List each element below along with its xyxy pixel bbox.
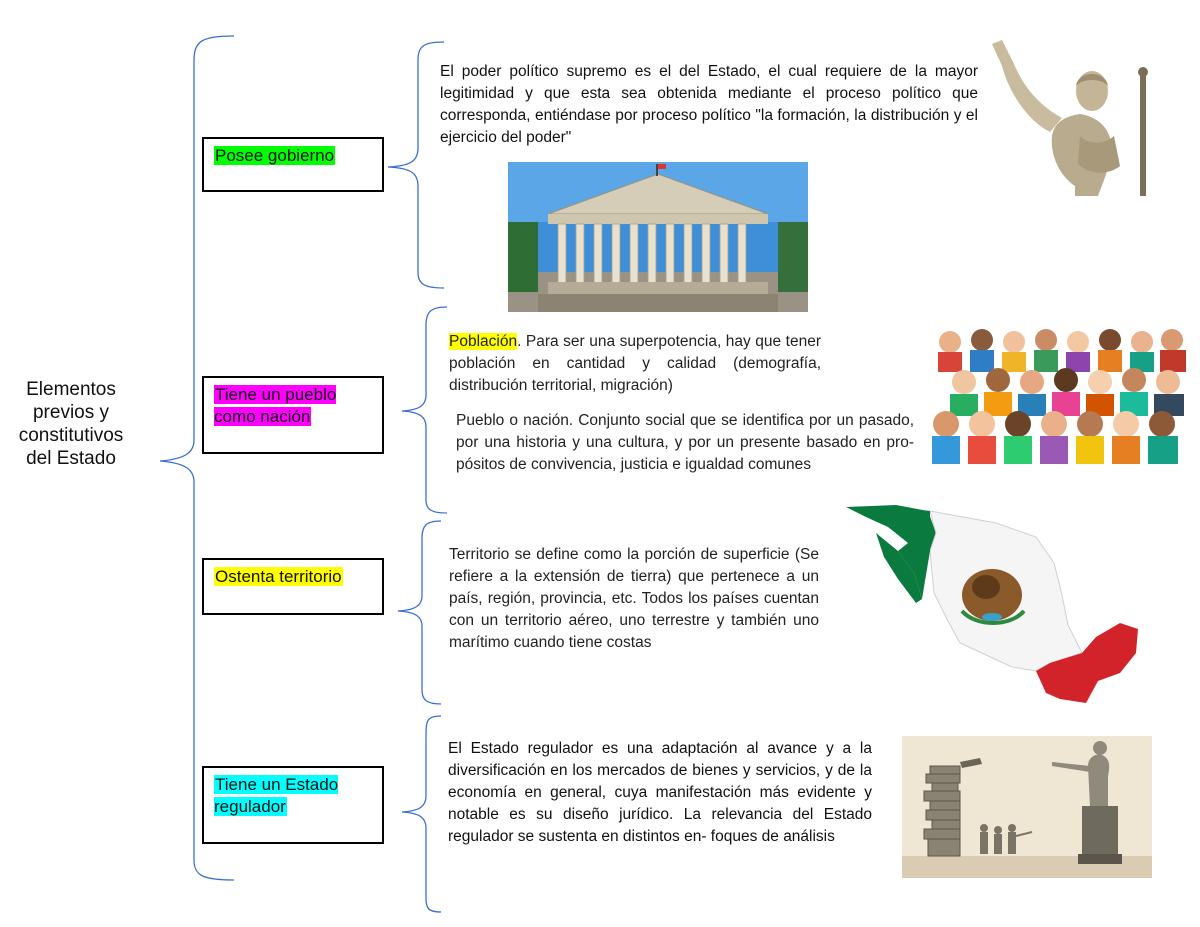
node-title: Tiene un pueblo como nación — [214, 385, 337, 426]
node-title: Tiene un Estado regulador — [214, 775, 339, 816]
poblacion-description — [449, 331, 821, 397]
statue-image — [980, 36, 1170, 196]
parliament-building-image — [508, 162, 808, 312]
node-ostenta-territorio — [202, 558, 384, 615]
brace-pueblo — [402, 307, 447, 513]
poblacion-keyword: Población — [449, 333, 518, 350]
brace-territorio — [398, 521, 441, 704]
node-estado-regulador — [202, 766, 384, 844]
regulator-illustration-image — [902, 736, 1152, 878]
poblacion-text: . Para ser una superpotencia, hay que tener población en cantidad y calidad (demografía, distribución territorial, migración) — [449, 333, 821, 394]
root-label: Elementos previos y constitutivos del Estado — [18, 379, 124, 469]
node-pueblo-nacion — [202, 376, 384, 454]
node-posee-gobierno — [202, 137, 384, 192]
crowd-image — [930, 320, 1186, 464]
brace-regulador — [402, 716, 441, 912]
node-title: Posee gobierno — [215, 146, 335, 165]
pueblo-description: Pueblo o nación. Conjunto social que se identifica por un pasado, por una historia y una cultura, y por un presente basado en pro- pósitos de convivencia, justicia e igualdad comunes — [456, 412, 914, 473]
brace-gobierno — [388, 42, 444, 288]
gobierno-description: El poder político supremo es el del Estado, el cual requiere de la mayor legitimidad y que esta sea obtenida mediante el proceso político que corresponda, entiéndase por proceso político "la formación, la distribución y el ejercicio del poder" — [440, 63, 978, 146]
node-title: Ostenta territorio — [215, 567, 342, 586]
mexico-map-flag-image — [836, 503, 1146, 711]
regulador-description: El Estado regulador es una adaptación al avance y a la diversificación en los mercados de bienes y servicios, y de la economía en general, cuya manifestación más evidente y notable es su diseño jurídico. La relevancia del Estado regulador se sustenta en distintos en- foques de análisis — [448, 740, 872, 845]
territorio-description: Territorio se define como la porción de superficie (Se refiere a la extensión de tierra) que pertenece a un país, región, provincia, etc. Todos los países cuentan con un territorio aéreo, uno terrestre y también uno marítimo cuando tiene costas — [449, 546, 819, 651]
